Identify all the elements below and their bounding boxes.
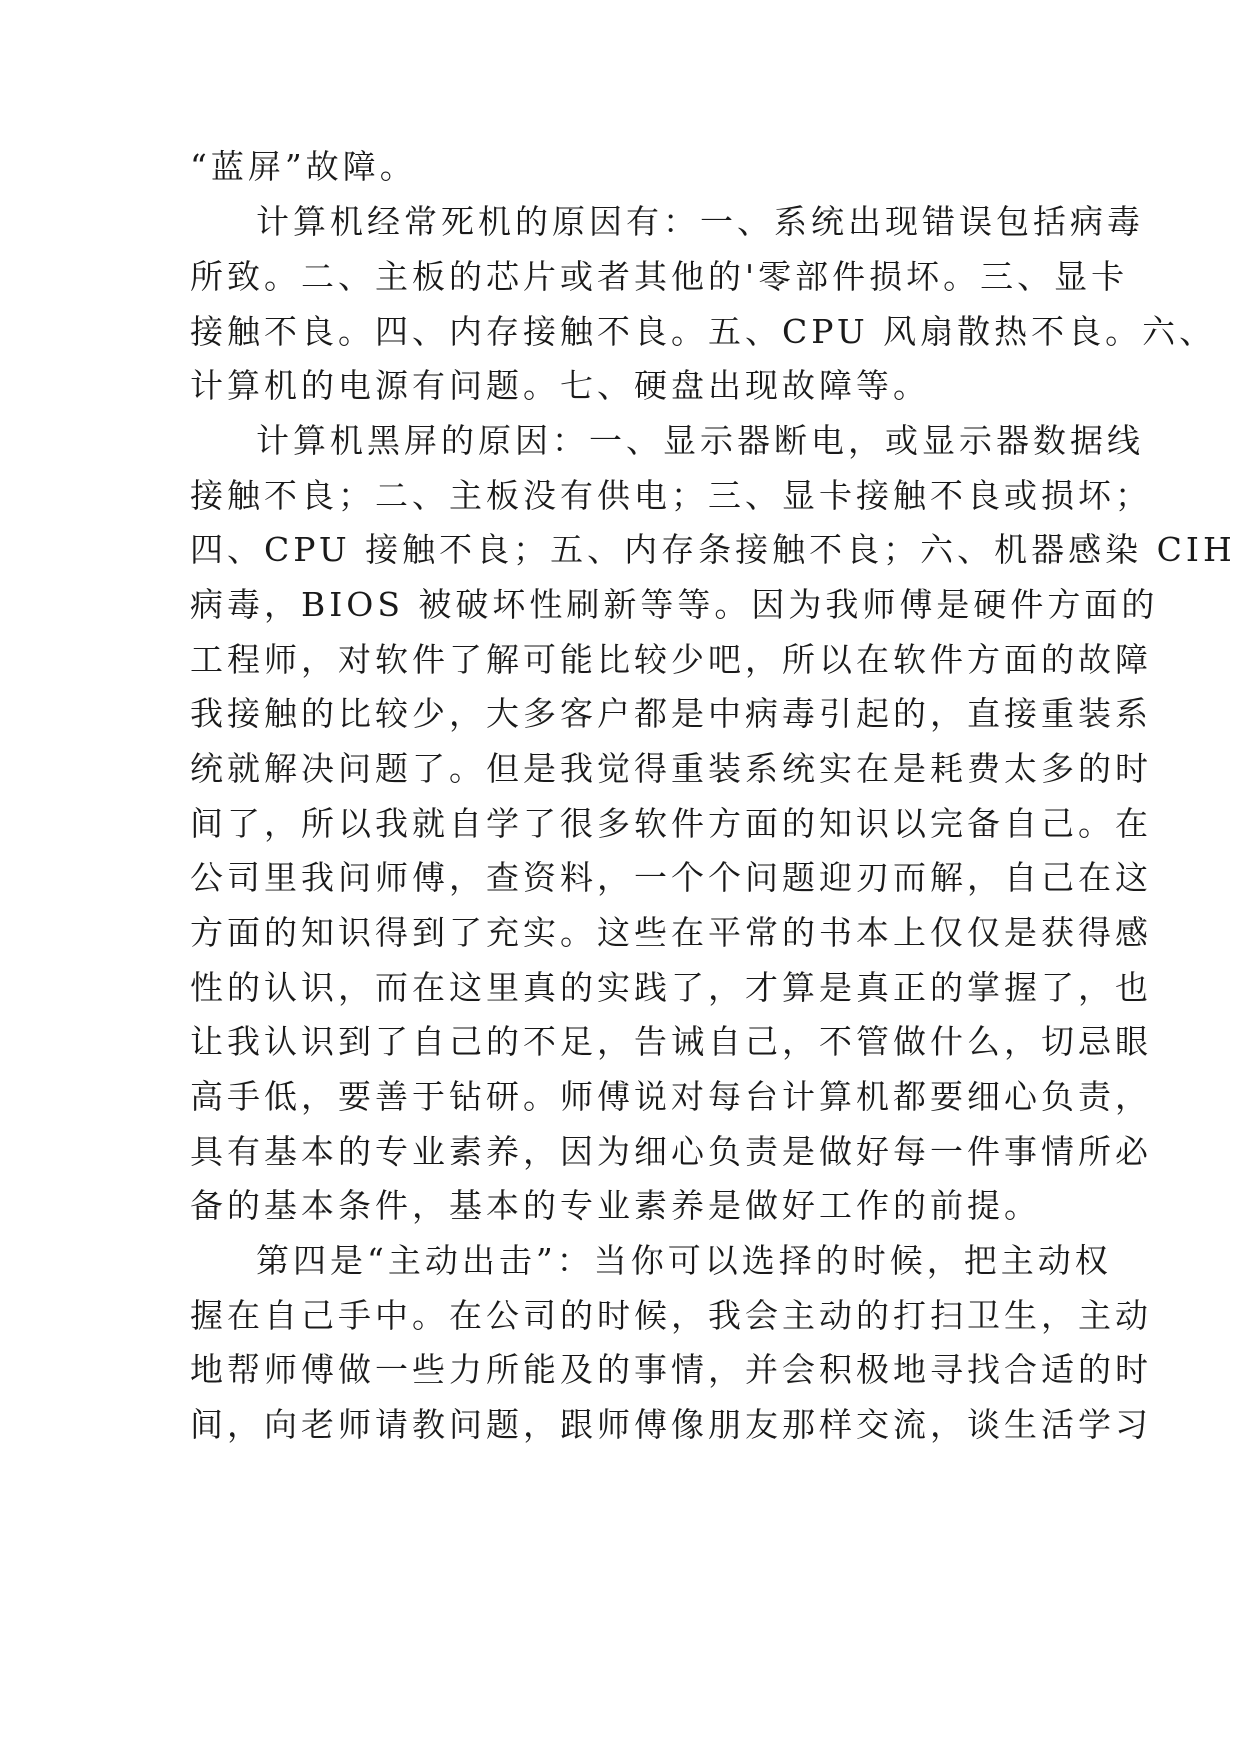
- text-line: 我接触的比较少，大多客户都是中病毒引起的，直接重装系: [190, 694, 1152, 733]
- text-line: 让我认识到了自己的不足，告诫自己，不管做什么，切忌眼: [190, 1022, 1152, 1061]
- paragraph-start-line: 计算机经常死机的原因有：一、系统出现错误包括病毒: [256, 202, 1144, 241]
- text-line: 握在自己手中。在公司的时候，我会主动的打扫卫生，主动: [190, 1296, 1152, 1335]
- text-line: 方面的知识得到了充实。这些在平常的书本上仅仅是获得感: [190, 913, 1152, 952]
- text-line: 计算机的电源有问题。七、硬盘出现故障等。: [190, 366, 930, 405]
- text-line: 性的认识，而在这里真的实践了，才算是真正的掌握了，也: [190, 968, 1152, 1007]
- text-line: 工程师，对软件了解可能比较少吧，所以在软件方面的故障: [190, 640, 1152, 679]
- paragraph-start-line: 第四是“主动出击”：当你可以选择的时候，把主动权: [256, 1241, 1112, 1280]
- text-line: 接触不良；二、主板没有供电；三、显卡接触不良或损坏；: [190, 476, 1152, 515]
- text-line: 四、CPU 接触不良；五、内存条接触不良；六、机器感染 CIH: [190, 530, 1236, 569]
- text-line: 高手低，要善于钻研。师傅说对每台计算机都要细心负责，: [190, 1077, 1152, 1116]
- text-line: 公司里我问师傅，查资料，一个个问题迎刃而解，自己在这: [190, 858, 1152, 897]
- text-line: 间了，所以我就自学了很多软件方面的知识以完备自己。在: [190, 804, 1152, 843]
- text-line: 所致。二、主板的芯片或者其他的'零部件损坏。三、显卡: [190, 257, 1129, 296]
- text-line: 间，向老师请教问题，跟师傅像朋友那样交流，谈生活学习: [190, 1405, 1152, 1444]
- text-line: 接触不良。四、内存接触不良。五、CPU 风扇散热不良。六、: [190, 312, 1217, 351]
- paragraph-start-line: 计算机黑屏的原因：一、显示器断电，或显示器数据线: [256, 421, 1144, 460]
- text-line: “蓝屏”故障。: [190, 147, 417, 186]
- text-line: 地帮师傅做一些力所能及的事情，并会积极地寻找合适的时: [190, 1350, 1152, 1389]
- text-line: 病毒，BIOS 被破坏性刷新等等。因为我师傅是硬件方面的: [190, 585, 1159, 624]
- text-line: 备的基本条件，基本的专业素养是做好工作的前提。: [190, 1186, 1041, 1225]
- text-line: 具有基本的专业素养，因为细心负责是做好每一件事情所必: [190, 1132, 1152, 1171]
- text-line: 统就解决问题了。但是我觉得重装系统实在是耗费太多的时: [190, 749, 1152, 788]
